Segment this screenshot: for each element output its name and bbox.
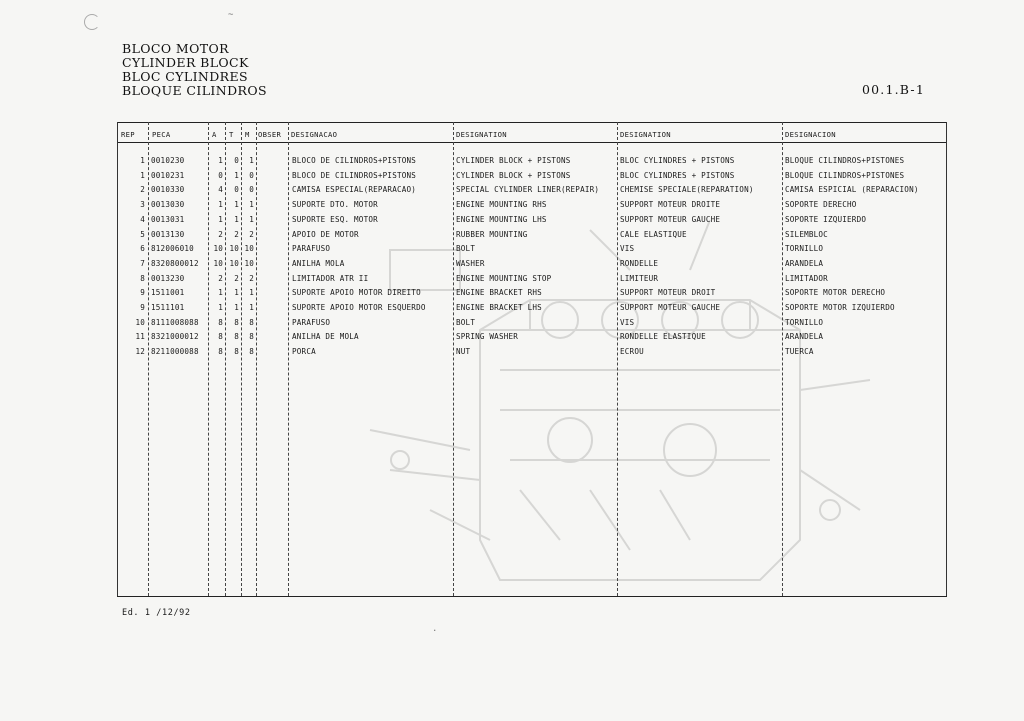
cell-rep: 10	[135, 317, 145, 327]
table-bottom-rule	[117, 596, 947, 597]
header-rep: REP	[121, 130, 135, 139]
cell-es: TUERCA	[785, 347, 814, 357]
cell-fr: BLOC CYLINDRES + PISTONS	[620, 156, 735, 165]
cell-fr: RONDELLE ELASTIQUE	[620, 332, 706, 342]
cell-es: LIMITADOR	[785, 273, 828, 283]
table-row	[117, 229, 947, 244]
cell-a: 2	[218, 229, 223, 239]
cell-en: ENGINE MOUNTING RHS	[456, 200, 547, 210]
cell-es: SOPORTE MOTOR IZQUIERDO	[785, 303, 895, 312]
cell-m: 8	[249, 347, 254, 357]
cell-rep: 3	[140, 200, 145, 210]
cell-fr: VIS	[620, 317, 635, 327]
cell-fr: CHEMISE SPECIALE(REPARATION)	[620, 185, 754, 195]
cell-peca: 0010231	[151, 170, 185, 180]
cell-en: ENGINE BRACKET RHS	[456, 288, 542, 298]
document-titles	[122, 42, 267, 98]
cell-t: 1	[234, 214, 239, 224]
cell-fr: LIMITEUR	[620, 273, 659, 283]
cell-t: 1	[234, 170, 239, 180]
cell-en: RUBBER MOUNTING	[456, 229, 528, 239]
header-designacion: DESIGNACION	[785, 130, 836, 139]
cell-fr: SUPPORT MOTEUR GAUCHE	[620, 214, 721, 224]
cell-pt: SUPORTE APOIO MOTOR DIREITO	[292, 288, 421, 298]
title-es: BLOQUE CILINDROS	[122, 83, 267, 98]
cell-t: 0	[234, 185, 239, 195]
cell-es: SILEMBLOC	[785, 229, 828, 239]
cell-rep: 1	[140, 170, 145, 180]
cell-a: 1	[218, 214, 223, 224]
table-row	[117, 170, 947, 185]
cell-peca: 0013130	[151, 229, 185, 239]
cell-a: 4	[218, 185, 223, 195]
cell-pt: SUPORTE ESQ. MOTOR	[292, 214, 378, 224]
cell-peca: 0010330	[151, 185, 185, 195]
table-row	[117, 258, 947, 273]
cell-pt: PARAFUSO	[292, 317, 331, 327]
header-a: A	[212, 130, 217, 139]
table-row	[117, 243, 947, 258]
cell-peca: 1511101	[151, 303, 185, 312]
cell-a: 1	[218, 156, 223, 165]
cell-en: CYLINDER BLOCK + PISTONS	[456, 156, 571, 165]
cell-t: 1	[234, 200, 239, 210]
table-row	[117, 302, 947, 317]
cell-en: WASHER	[456, 258, 485, 268]
cell-pt: ANILHA MOLA	[292, 258, 345, 268]
cell-peca: 0013030	[151, 200, 185, 210]
table-row	[117, 199, 947, 214]
edition-date: Ed. 1 /12/92	[122, 608, 191, 618]
cell-a: 1	[218, 200, 223, 210]
cell-t: 2	[234, 273, 239, 283]
cell-es: BLOQUE CILINDROS+PISTONES	[785, 170, 905, 180]
cell-t: 10	[229, 244, 239, 254]
cell-peca: 8211000088	[151, 347, 199, 357]
cell-t: 0	[234, 156, 239, 165]
cell-m: 2	[249, 229, 254, 239]
cell-m: 8	[249, 317, 254, 327]
cell-pt: PARAFUSO	[292, 244, 331, 254]
cell-m: 8	[249, 332, 254, 342]
table-row	[117, 331, 947, 346]
cell-m: 10	[244, 258, 254, 268]
cell-fr: CALE ELASTIQUE	[620, 229, 687, 239]
cell-en: ENGINE MOUNTING LHS	[456, 214, 547, 224]
cell-es: SOPORTE DERECHO	[785, 200, 857, 210]
header-designation-en: DESIGNATION	[456, 130, 507, 139]
cell-pt: ANILHA DE MOLA	[292, 332, 359, 342]
cell-rep: 12	[135, 347, 145, 357]
cell-rep: 4	[140, 214, 145, 224]
cell-rep: 6	[140, 244, 145, 254]
header-m: M	[245, 130, 250, 139]
cell-a: 8	[218, 332, 223, 342]
cell-es: BLOQUE CILINDROS+PISTONES	[785, 156, 905, 165]
cell-m: 1	[249, 303, 254, 312]
cell-rep: 7	[140, 258, 145, 268]
cell-pt: SUPORTE DTO. MOTOR	[292, 200, 378, 210]
header-designacao: DESIGNACAO	[291, 130, 338, 139]
cell-a: 0	[218, 170, 223, 180]
cell-rep: 5	[140, 229, 145, 239]
cell-peca: 8321000012	[151, 332, 199, 342]
cell-t: 8	[234, 332, 239, 342]
cell-m: 0	[249, 170, 254, 180]
cell-fr: SUPPORT MOTEUR GAUCHE	[620, 303, 721, 312]
cell-rep: 11	[135, 332, 145, 342]
parts-table	[117, 122, 947, 597]
cell-t: 2	[234, 229, 239, 239]
cell-a: 1	[218, 303, 223, 312]
table-row	[117, 214, 947, 229]
header-t: T	[229, 130, 234, 139]
title-en: CYLINDER BLOCK	[122, 55, 249, 70]
cell-es: ARANDELA	[785, 258, 824, 268]
cell-en: CYLINDER BLOCK + PISTONS	[456, 170, 571, 180]
cell-en: BOLT	[456, 317, 476, 327]
title-fr: BLOC CYLINDRES	[122, 69, 248, 84]
cell-a: 8	[218, 347, 223, 357]
cell-t: 10	[229, 258, 239, 268]
header-obser: OBSER	[258, 130, 282, 139]
cell-rep: 1	[140, 156, 145, 165]
cell-peca: 812006010	[151, 244, 194, 254]
cell-en: SPECIAL CYLINDER LINER(REPAIR)	[456, 185, 600, 195]
cell-pt: BLOCO DE CILINDROS+PISTONS	[292, 170, 417, 180]
cell-es: TORNILLO	[785, 317, 824, 327]
table-row	[117, 184, 947, 199]
cell-t: 8	[234, 347, 239, 357]
cell-en: ENGINE BRACKET LHS	[456, 303, 542, 312]
cell-fr: RONDELLE	[620, 258, 659, 268]
cell-pt: LIMITADOR ATR II	[292, 273, 369, 283]
cell-peca: 0013230	[151, 273, 185, 283]
cell-rep: 9	[140, 303, 145, 312]
cell-peca: 8320800012	[151, 258, 199, 268]
cell-m: 1	[249, 214, 254, 224]
cell-peca: 1511001	[151, 288, 185, 298]
cell-m: 0	[249, 185, 254, 195]
cell-peca: 0010230	[151, 156, 185, 165]
hole-punch-mark	[84, 14, 100, 30]
cell-fr: BLOC CYLINDRES + PISTONS	[620, 170, 735, 180]
table-row	[117, 346, 947, 361]
speck-mark: .	[432, 624, 438, 634]
cell-rep: 2	[140, 185, 145, 195]
cell-peca: 0013031	[151, 214, 185, 224]
cell-peca: 8111008088	[151, 317, 199, 327]
cell-a: 10	[213, 258, 223, 268]
cell-m: 10	[244, 244, 254, 254]
cell-rep: 9	[140, 288, 145, 298]
cell-es: SOPORTE IZQUIERDO	[785, 214, 867, 224]
page-code: 00.1.B-1	[862, 82, 925, 97]
cell-m: 1	[249, 288, 254, 298]
cell-pt: SUPORTE APOIO MOTOR ESQUERDO	[292, 303, 426, 312]
cell-m: 1	[249, 156, 254, 165]
cell-t: 1	[234, 303, 239, 312]
cell-pt: CAMISA ESPECIAL(REPARACAO)	[292, 185, 417, 195]
cell-es: ARANDELA	[785, 332, 824, 342]
cell-en: NUT	[456, 347, 471, 357]
table-row	[117, 287, 947, 302]
cell-a: 8	[218, 317, 223, 327]
speck-mark: ~	[228, 10, 234, 20]
table-row	[117, 317, 947, 332]
table-row	[117, 273, 947, 288]
cell-m: 1	[249, 200, 254, 210]
cell-a: 1	[218, 288, 223, 298]
title-pt: BLOCO MOTOR	[122, 41, 229, 56]
cell-rep: 8	[140, 273, 145, 283]
cell-fr: ECROU	[620, 347, 644, 357]
cell-en: ENGINE MOUNTING STOP	[456, 273, 552, 283]
cell-fr: SUPPORT MOTEUR DROITE	[620, 200, 721, 210]
cell-a: 2	[218, 273, 223, 283]
cell-pt: BLOCO DE CILINDROS+PISTONS	[292, 156, 417, 165]
cell-t: 8	[234, 317, 239, 327]
cell-es: TORNILLO	[785, 244, 824, 254]
cell-t: 1	[234, 288, 239, 298]
cell-es: CAMISA ESPICIAL (REPARACION)	[785, 185, 919, 195]
table-row	[117, 155, 947, 170]
cell-pt: PORCA	[292, 347, 316, 357]
cell-a: 10	[213, 244, 223, 254]
cell-en: BOLT	[456, 244, 476, 254]
header-peca: PECA	[152, 130, 171, 139]
cell-fr: SUPPORT MOTEUR DROIT	[620, 288, 716, 298]
header-designation-fr: DESIGNATION	[620, 130, 671, 139]
cell-en: SPRING WASHER	[456, 332, 519, 342]
cell-m: 2	[249, 273, 254, 283]
cell-fr: VIS	[620, 244, 635, 254]
cell-es: SOPORTE MOTOR DERECHO	[785, 288, 886, 298]
cell-pt: APOIO DE MOTOR	[292, 229, 359, 239]
